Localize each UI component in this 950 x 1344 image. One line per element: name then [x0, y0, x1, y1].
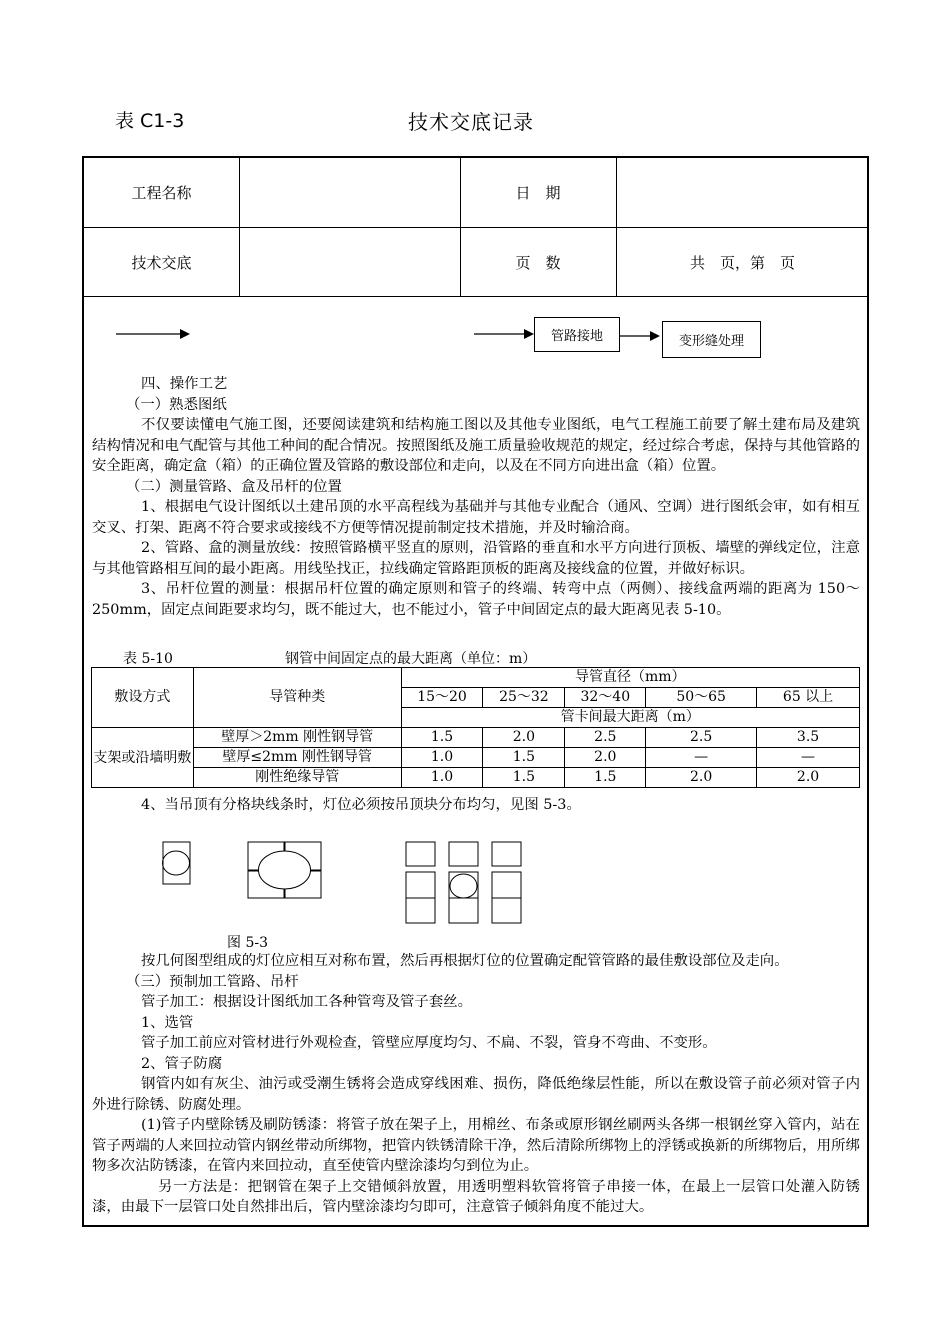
- td-value: 2.0: [757, 768, 860, 788]
- form-title: 技术交底记录: [408, 110, 534, 134]
- table-caption-title: 钢管中间固定点的最大距离（单位：m）: [285, 651, 537, 667]
- project-value[interactable]: [239, 158, 460, 227]
- sub2-p1: 1、根据电气设计图纸以土建吊顶的水平高程线为基础并与其他专业配合（通风、空调）进行图纸会审，如有相互交叉、打架、距离不符合要求或接线不方便等情况提前制定技术措施，并及时输洽商。: [92, 499, 860, 536]
- th-dia-5: 65 以上: [757, 688, 860, 708]
- table-row: [92, 748, 860, 768]
- date-value[interactable]: [616, 158, 869, 227]
- td-value: 1.0: [401, 748, 483, 768]
- form-code: 表 C1-3: [115, 110, 185, 132]
- section-title: 四、操作工艺: [141, 376, 228, 392]
- th-dia-2: 25～32: [483, 688, 565, 708]
- fig1-box: [163, 842, 190, 884]
- header-row-tech: [84, 228, 867, 297]
- td-value: 2.5: [565, 728, 646, 748]
- td-type: 刚性绝缘导管: [193, 768, 401, 788]
- lamp-layout-figure: [155, 835, 535, 930]
- table-row: [92, 768, 860, 788]
- sub2-p3: 3、吊杆位置的测量：根据吊杆位置的确定原则和管子的终端、转弯中点（两侧）、接线盒两端的距离为 150～250mm，固定点间距要求均匀，既不能过大，也不能过小，管子中间固定点的最大距离见表 5-10。: [92, 581, 860, 618]
- sub1-title: （一）熟悉图纸: [126, 396, 227, 413]
- body-section-1: [92, 374, 860, 620]
- th-type: 导管种类: [193, 668, 401, 728]
- th-dia-3: 32～40: [565, 688, 646, 708]
- td-value: 1.5: [483, 768, 565, 788]
- fig1-lamp: [163, 851, 190, 875]
- td-method: 支架或沿墙明敷: [92, 728, 194, 788]
- td-value: 2.5: [646, 728, 757, 748]
- fig3-box: [406, 842, 435, 866]
- spacing-table: [91, 667, 860, 788]
- tech-value[interactable]: [239, 228, 460, 296]
- table-row: [92, 728, 860, 748]
- sub3-1-text: 管子加工前应对管材进行外观检查，管壁应厚度均匀、不扁、不裂，管身不弯曲、不变形。: [141, 1035, 717, 1051]
- fig3-box: [492, 898, 521, 923]
- th-dia-1: 15～20: [401, 688, 483, 708]
- td-value: 2.0: [483, 728, 565, 748]
- flow-arrowhead-left: [180, 329, 190, 339]
- sub2-p4: 4、当吊顶有分格块线条时，灯位必须按吊顶块分布均匀，见图 5-3。: [141, 797, 581, 813]
- tech-label: 技术交底: [131, 253, 192, 272]
- td-value: —: [646, 748, 757, 768]
- fig3-box: [406, 872, 435, 898]
- td-value: 2.0: [565, 748, 646, 768]
- flow-arrowhead-mid: [524, 329, 534, 339]
- sub3-1-title: 1、选管: [141, 1014, 194, 1031]
- th-dia-4: 50～65: [646, 688, 757, 708]
- body-section-2: [92, 951, 860, 1218]
- sub3-2-p2: 另一方法是：把钢管在架子上交错倾斜放置，用透明塑料软管将管子串接一体，在最上一层管口处灌入防锈漆，由最下一层管口处自然排出后，管内壁涂漆均匀即可，注意管子倾斜角度不能过大。: [92, 1178, 860, 1215]
- td-value: 3.5: [757, 728, 860, 748]
- fig3-box: [406, 898, 435, 923]
- header-row-project: [84, 158, 867, 228]
- date-label: 日 期: [515, 184, 561, 202]
- td-value: 1.5: [483, 748, 565, 768]
- sub3-title: （三）预制加工管路、吊杆: [126, 973, 299, 990]
- sub3-intro: 管子加工：根据设计图纸加工各种管弯及管子套丝。: [141, 994, 472, 1010]
- sub2-p2: 2、管路、盒的测量放线：按照管路横平竖直的原则，沿管路的垂直和水平方向进行顶板、墙壁的弹线定位，注意与其他管路相互间的最小距离。用线坠找正，拉线确定管路距顶板的距离及接线盒的位置，并做好标识。: [92, 540, 860, 577]
- td-value: 1.5: [565, 768, 646, 788]
- th-method: 敷设方式: [92, 668, 194, 728]
- sub3-2-text: 钢管内如有灰尘、油污或受潮生锈将会造成穿线困难、损伤，降低绝缘层性能，所以在敷设管子前必须对管子内外进行除锈、防腐处理。: [92, 1076, 860, 1113]
- sub1-text: 不仅要读懂电气施工图，还要阅读建筑和结构施工图以及其他专业图纸，电气工程施工前要了解土建布局及建筑结构情况和电气配管与其他工种间的配合情况。按照图纸及施工质量验收规范的规定，经过综合考虑，保持与其他管路的安全距离，确定盒（箱）的正确位置及管路的敷设部位和走向，以及在不同方向进出盒（箱）位置。: [92, 417, 860, 474]
- flow-box-joint: 变形缝处理: [662, 321, 761, 358]
- fig3-box: [492, 872, 521, 898]
- td-type: 壁厚＞2mm 刚性钢导管: [193, 728, 401, 748]
- fig3-box: [492, 842, 521, 866]
- sub3-2-p1: (1)管子内壁除锈及刷防锈漆：将管子放在架子上，用棉丝、布条或原形钢丝刷两头各绑一根钢丝穿入管内，站在管子两端的人来回拉动管内钢丝带动所绑物，把管内铁锈清除干净，然后清除所绑物上的浮锈或换新的所绑物后，用所绑物多次沾防锈漆，在管内来回拉动，直至使管内壁涂漆均匀到位为止。: [92, 1117, 860, 1174]
- td-value: 1.5: [401, 728, 483, 748]
- flow-arrowhead-right: [650, 331, 660, 341]
- th-maxdist: 管卡间最大距离（m）: [401, 708, 859, 728]
- project-label: 工程名称: [131, 184, 192, 202]
- fig2-lamp: [259, 851, 311, 889]
- figure-caption: 图 5-3: [227, 935, 268, 951]
- fig3-box: [449, 842, 478, 866]
- sub2-title: （二）测量管路、盒及吊杆的位置: [126, 478, 342, 495]
- td-value: —: [757, 748, 860, 768]
- th-diameter: 导管直径（mm）: [401, 668, 859, 688]
- pages-value: 共 页，第 页: [689, 253, 795, 272]
- pages-label: 页 数: [515, 253, 561, 272]
- body-section-fig-intro: [92, 795, 860, 816]
- table-caption-no: 表 5-10: [123, 651, 173, 667]
- fig3-box: [449, 898, 478, 923]
- fig-text: 按几何图型组成的灯位应相互对称布置，然后再根据灯位的位置确定配管管路的最佳敷设部位及走向。: [141, 953, 789, 969]
- td-value: 1.0: [401, 768, 483, 788]
- td-value: 2.0: [646, 768, 757, 788]
- td-type: 壁厚≤2mm 刚性钢导管: [193, 748, 401, 768]
- fig3-lamp: [450, 874, 477, 898]
- flow-box-grounding: 管路接地: [534, 317, 620, 352]
- sub3-2-title: 2、管子防腐: [141, 1055, 223, 1072]
